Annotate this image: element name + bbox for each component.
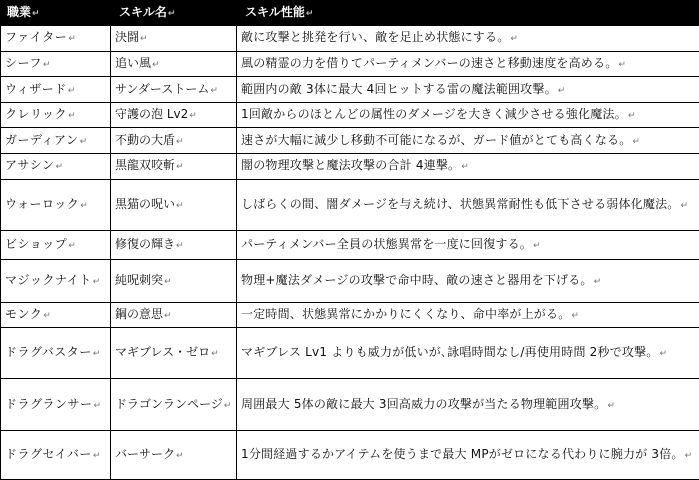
cell-skill: 黒猫の呪い↵ [111,179,237,230]
return-mark-icon: ↵ [140,34,148,45]
header-row [1,1,699,26]
return-mark-icon: ↵ [42,59,51,70]
return-mark-icon: ↵ [189,111,197,122]
table-row [1,230,699,259]
return-mark-icon: ↵ [92,276,101,287]
cell-job: ガーディアン↵ [1,128,111,154]
cell-effect: 範囲内の敵 3体に最大 4回ヒットする雷の魔法範囲攻撃。↵ [237,77,699,103]
cell-skill: 修復の輝き↵ [111,230,237,259]
cell-job: ファイター↵ [1,26,111,52]
header-job: 職業↵ [1,1,111,26]
return-mark-icon: ↵ [533,240,541,251]
cell-job: ウィザード↵ [1,77,111,103]
table-row [1,77,699,103]
return-mark-icon: ↵ [618,59,627,70]
return-mark-icon: ↵ [571,310,580,321]
return-mark-icon: ↵ [659,349,668,360]
table-row [1,328,699,379]
return-mark-icon: ↵ [80,200,89,211]
table-row [1,128,699,154]
return-mark-icon: ↵ [167,9,176,19]
return-mark-icon: ↵ [211,349,219,360]
return-mark-icon: ↵ [32,9,40,19]
table-row [1,430,699,479]
cell-job: ドラグランサー↵ [1,379,111,430]
return-mark-icon: ↵ [210,85,218,96]
table-row [1,302,699,328]
return-mark-icon: ↵ [607,400,616,411]
cell-effect: 敵に攻撃と挑発を行い、敵を足止め状態にする。↵ [237,26,699,52]
table-row [1,379,699,430]
cell-skill: 不動の大盾↵ [111,128,237,154]
cell-effect: マギブレス Lv1 よりも威力が低いが､詠唱時間なし/再使用時間 2秒で攻撃。↵ [237,328,699,379]
return-mark-icon: ↵ [92,450,101,461]
return-mark-icon: ↵ [176,450,184,461]
cell-skill: 黒龍双咬斬↵ [111,154,237,180]
header-effect: スキル性能↵ [237,1,699,26]
cell-job: クレリック↵ [1,102,111,128]
cell-job: アサシン↵ [1,154,111,180]
return-mark-icon: ↵ [632,136,641,147]
return-mark-icon: ↵ [176,240,184,251]
cell-skill: 追い風↵ [111,51,237,77]
cell-skill: バーサーク↵ [111,430,237,479]
table-row [1,259,699,302]
return-mark-icon: ↵ [680,200,689,211]
cell-effect: 物理+魔法ダメージの攻撃で命中時、敵の速さと器用を下げる。↵ [237,259,699,302]
cell-effect: しばらくの間、闇ダメージを与え続け、状態異常耐性も低下させる弱体化魔法。↵ [237,179,699,230]
return-mark-icon: ↵ [627,111,636,122]
cell-job: シーフ↵ [1,51,111,77]
table-row [1,154,699,180]
cell-effect: 1分間経過するかアイテムを使うまで最大 MPがゼロになる代わりに腕力が 3倍。↵ [237,430,699,479]
table-row [1,102,699,128]
cell-skill: ドラゴンランページ↵ [111,379,237,430]
cell-effect: パーティメンバー全員の状態異常を一度に回復する。↵ [237,230,699,259]
return-mark-icon: ↵ [176,162,184,173]
cell-effect: 闇の物理攻撃と魔法攻撃の合計 4連撃。↵ [237,154,699,180]
return-mark-icon: ↵ [510,34,519,45]
cell-skill: 守護の泡 Lv2↵ [111,102,237,128]
cell-skill: 鋼の意思↵ [111,302,237,328]
cell-job: マジックナイト↵ [1,259,111,302]
return-mark-icon: ↵ [176,136,184,147]
cell-job: ウォーロック↵ [1,179,111,230]
cell-job: ドラグセイバー↵ [1,430,111,479]
return-mark-icon: ↵ [68,111,77,122]
cell-skill: サンダーストーム↵ [111,77,237,103]
cell-job: モンク↵ [1,302,111,328]
table-row [1,51,699,77]
return-mark-icon: ↵ [223,400,232,411]
return-mark-icon: ↵ [68,34,77,45]
cell-job: ドラグバスター↵ [1,328,111,379]
return-mark-icon: ↵ [93,400,102,411]
table-row [1,179,699,230]
cell-effect: 周囲最大 5体の敵に最大 3回高威力の攻撃が当たる物理範囲攻撃。↵ [237,379,699,430]
return-mark-icon: ↵ [461,162,470,173]
return-mark-icon: ↵ [92,349,101,360]
return-mark-icon: ↵ [79,136,88,147]
header-skill: スキル名↵ [111,1,237,26]
cell-effect: 速さが大幅に減少し移動不可能になるが、ガード値がとても高くなる。↵ [237,128,699,154]
cell-skill: マギブレス・ゼロ↵ [111,328,237,379]
return-mark-icon: ↵ [164,276,172,287]
return-mark-icon: ↵ [305,9,314,19]
cell-effect: 1回敵からのほとんどの属性のダメージを大きく減少させる強化魔法。↵ [237,102,699,128]
return-mark-icon: ↵ [55,162,64,173]
cell-effect: 風の精霊の力を借りてパーティメンバーの速さと移動速度を高める。↵ [237,51,699,77]
table-row [1,26,699,52]
return-mark-icon: ↵ [593,276,602,287]
cell-job: ビショップ↵ [1,230,111,259]
return-mark-icon: ↵ [68,240,77,251]
return-mark-icon: ↵ [43,310,52,321]
return-mark-icon: ↵ [176,200,184,211]
cell-skill: 純呪刺突↵ [111,259,237,302]
return-mark-icon: ↵ [557,85,566,96]
return-mark-icon: ↵ [684,450,693,461]
return-mark-icon: ↵ [164,310,172,321]
return-mark-icon: ↵ [152,59,160,70]
cell-skill: 決闘↵ [111,26,237,52]
cell-effect: 一定時間、状態異常にかかりにくくなり、命中率が上がる。↵ [237,302,699,328]
return-mark-icon: ↵ [67,85,76,96]
